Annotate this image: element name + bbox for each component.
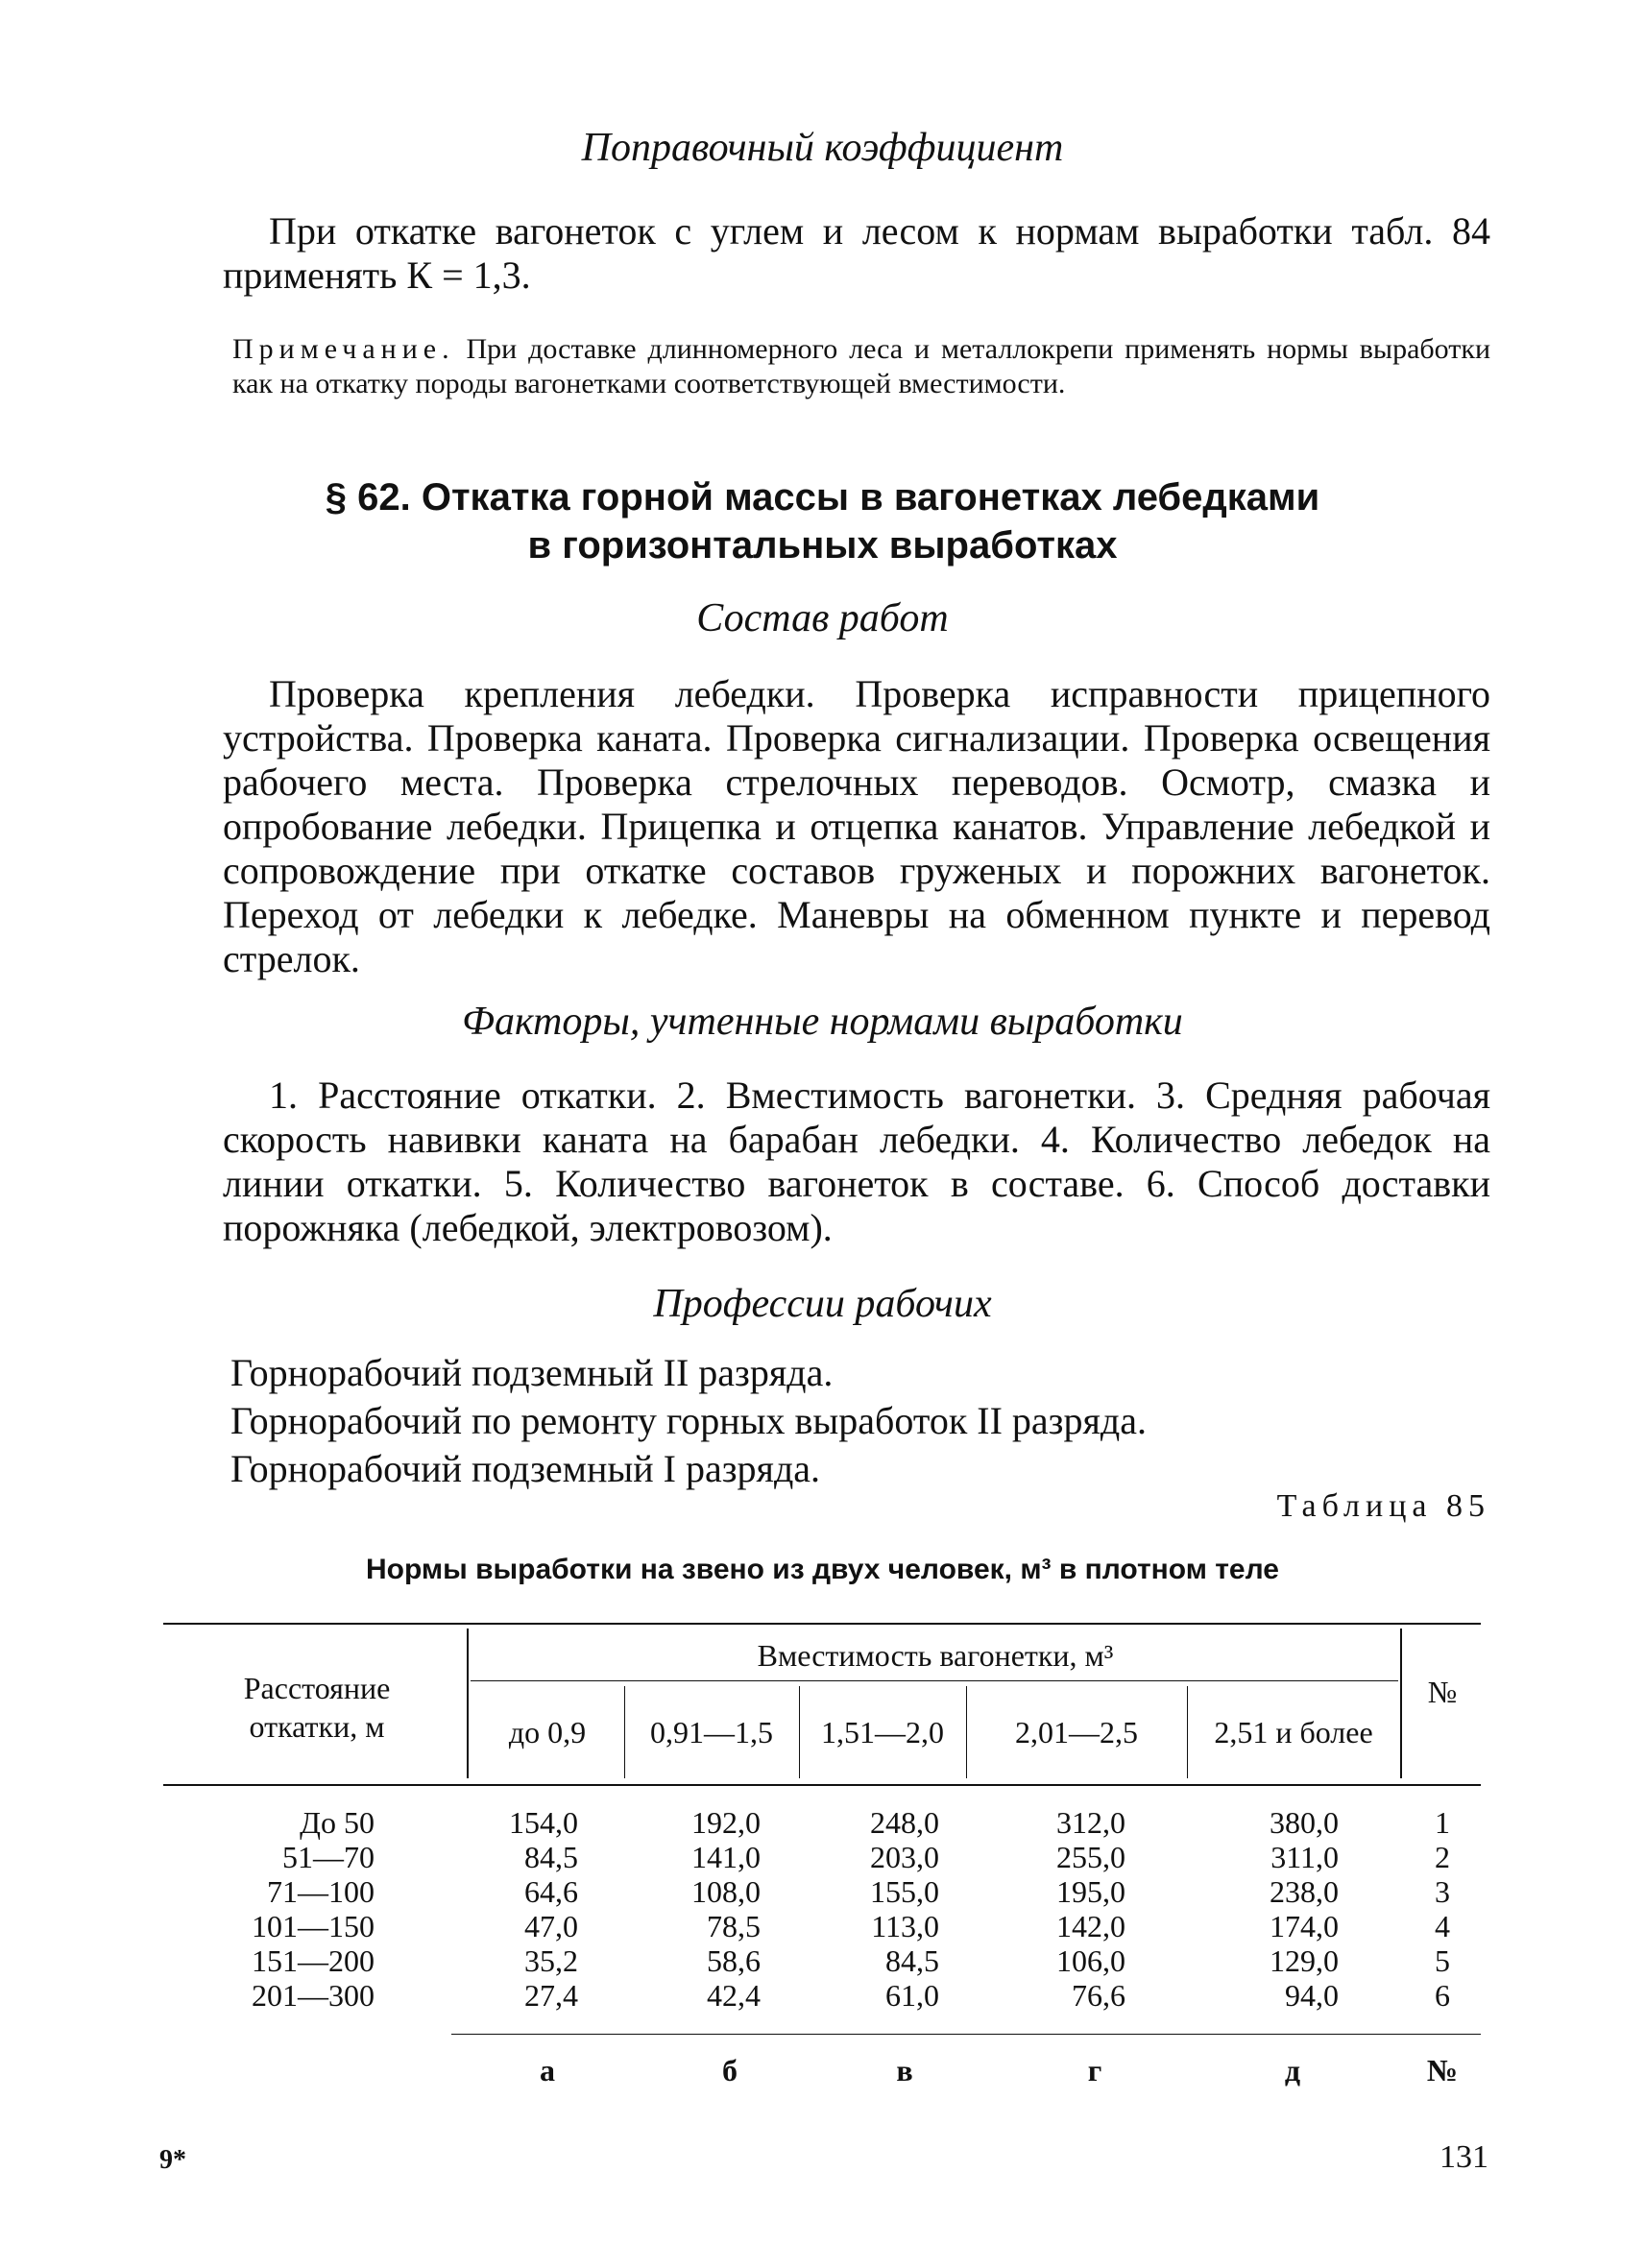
profession-item-3: Горнорабочий подземный I разряда. bbox=[230, 1447, 821, 1490]
page-number: 131 bbox=[1439, 2139, 1488, 2175]
row-value-d: 106,0 bbox=[1056, 1943, 1125, 1978]
row-no: 5 bbox=[1435, 1943, 1450, 1978]
row-distance: 51—70 bbox=[282, 1840, 375, 1874]
signature-mark: 9* bbox=[159, 2145, 186, 2175]
row-value-c: 248,0 bbox=[870, 1805, 939, 1840]
row-value-c: 155,0 bbox=[870, 1874, 939, 1909]
header-no: № bbox=[1427, 1675, 1458, 1709]
row-value-e: 174,0 bbox=[1270, 1909, 1339, 1943]
row-value-a: 154,0 bbox=[509, 1805, 578, 1840]
row-value-d: 312,0 bbox=[1056, 1805, 1125, 1840]
subheader-col-d: 2,01—2,5 bbox=[1015, 1715, 1138, 1749]
row-value-e: 94,0 bbox=[1285, 1978, 1339, 2013]
footer-letter-b: б bbox=[722, 2053, 738, 2087]
footer-letter-a: а bbox=[540, 2053, 555, 2087]
row-value-a: 35,2 bbox=[524, 1943, 578, 1978]
row-value-d: 76,6 bbox=[1072, 1978, 1125, 2013]
table-top-rule bbox=[163, 1623, 1481, 1625]
col-divider-4 bbox=[1187, 1686, 1188, 1778]
row-value-b: 108,0 bbox=[691, 1874, 761, 1909]
row-value-a: 64,6 bbox=[524, 1874, 578, 1909]
row-value-a: 27,4 bbox=[524, 1978, 578, 2013]
row-value-e: 311,0 bbox=[1270, 1840, 1339, 1874]
row-distance: 151—200 bbox=[252, 1943, 375, 1978]
col-divider-distance bbox=[467, 1629, 469, 1778]
row-value-b: 58,6 bbox=[707, 1943, 761, 1978]
section-title-line1: § 62. Откатка горной массы в вагонетках лебедками bbox=[325, 476, 1320, 519]
row-value-c: 203,0 bbox=[870, 1840, 939, 1874]
row-distance: 201—300 bbox=[252, 1978, 375, 2013]
col-divider-2 bbox=[799, 1686, 800, 1778]
heading-professions: Профессии рабочих bbox=[653, 1282, 992, 1326]
group-header-rule bbox=[471, 1680, 1398, 1681]
paragraph-work-composition: Проверка крепления лебедки. Проверка исправности прицепного устройства. Проверка каната. Проверка сигнализации. Проверка освещения рабочего места. Проверка стрелочных переводов. Осмотр, смазка и опробование лебедки. Прицепка и отцепка канатов. Управление лебедкой и сопровождение при откатке составов груженых и порожних вагонеток. Переход от лебедки к лебедке. Маневры на обменном пункте и перевод стрелок. bbox=[223, 672, 1490, 980]
row-distance: 71—100 bbox=[267, 1874, 375, 1909]
row-value-e: 129,0 bbox=[1270, 1943, 1339, 1978]
subheader-col-a: до 0,9 bbox=[508, 1715, 587, 1749]
table-header-rule bbox=[163, 1784, 1481, 1786]
row-value-c: 113,0 bbox=[871, 1909, 939, 1943]
row-no: 6 bbox=[1435, 1978, 1450, 2013]
table-label: Таблица 85 bbox=[1276, 1488, 1490, 1524]
col-divider-1 bbox=[624, 1686, 625, 1778]
header-capacity: Вместимость вагонетки, м³ bbox=[757, 1638, 1114, 1673]
row-value-c: 61,0 bbox=[885, 1978, 939, 2013]
row-no: 2 bbox=[1435, 1840, 1450, 1874]
heading-correction-coefficient: Поправочный коэффициент bbox=[581, 126, 1064, 170]
profession-item-1: Горнорабочий подземный II разряда. bbox=[230, 1351, 834, 1394]
subheader-col-e: 2,51 и более bbox=[1214, 1715, 1373, 1749]
subheader-col-c: 1,51—2,0 bbox=[821, 1715, 944, 1749]
note-text: При доставке длинномерного леса и металлокрепи применять нормы выработки как на откатку породы вагонетками соответствующей вместимости. bbox=[232, 333, 1491, 399]
table-bottom-rule bbox=[451, 2034, 1481, 2035]
row-distance: До 50 bbox=[300, 1805, 375, 1840]
table-caption: Нормы выработки на звено из двух человек, м³ в плотном теле bbox=[366, 1554, 1279, 1585]
row-value-c: 84,5 bbox=[885, 1943, 939, 1978]
row-value-d: 195,0 bbox=[1056, 1874, 1125, 1909]
footer-letter-d: г bbox=[1087, 2053, 1102, 2087]
row-value-e: 238,0 bbox=[1270, 1874, 1339, 1909]
footer-letter-e: д bbox=[1284, 2053, 1301, 2087]
note-label: Примечание. bbox=[232, 333, 455, 365]
row-value-b: 78,5 bbox=[707, 1909, 761, 1943]
header-distance: Расстояние откатки, м bbox=[243, 1671, 391, 1744]
paragraph-correction: При откатке вагонеток с углем и лесом к нормам выработки табл. 84 применять К = 1,3. bbox=[223, 209, 1490, 297]
row-value-d: 142,0 bbox=[1056, 1909, 1125, 1943]
row-no: 3 bbox=[1435, 1874, 1450, 1909]
heading-work-composition: Состав работ bbox=[696, 596, 949, 640]
profession-item-2: Горнорабочий по ремонту горных выработок II разряда. bbox=[230, 1399, 1147, 1442]
row-value-e: 380,0 bbox=[1270, 1805, 1339, 1840]
paragraph-factors: 1. Расстояние откатки. 2. Вместимость вагонетки. 3. Средняя рабочая скорость навивки каната на барабан лебедки. 4. Количество лебедок на линии откатки. 5. Количество вагонеток в составе. 6. Способ доставки порожняка (лебедкой, электровозом). bbox=[223, 1074, 1490, 1249]
row-value-b: 42,4 bbox=[707, 1978, 761, 2013]
row-value-d: 255,0 bbox=[1056, 1840, 1125, 1874]
subheader-col-b: 0,91—1,5 bbox=[650, 1715, 773, 1749]
row-no: 4 bbox=[1435, 1909, 1450, 1943]
row-distance: 101—150 bbox=[252, 1909, 375, 1943]
row-no: 1 bbox=[1435, 1805, 1450, 1840]
section-title-line2: в горизонтальных выработках bbox=[527, 524, 1118, 567]
heading-factors: Факторы, учтенные нормами выработки bbox=[462, 1000, 1183, 1044]
col-divider-3 bbox=[966, 1686, 967, 1778]
row-value-a: 47,0 bbox=[524, 1909, 578, 1943]
footer-letter-c: в bbox=[896, 2053, 913, 2087]
row-value-b: 192,0 bbox=[691, 1805, 761, 1840]
row-value-a: 84,5 bbox=[524, 1840, 578, 1874]
note-block bbox=[232, 332, 1490, 401]
footer-no: № bbox=[1426, 2053, 1459, 2087]
col-divider-no bbox=[1400, 1629, 1402, 1778]
row-value-b: 141,0 bbox=[691, 1840, 761, 1874]
